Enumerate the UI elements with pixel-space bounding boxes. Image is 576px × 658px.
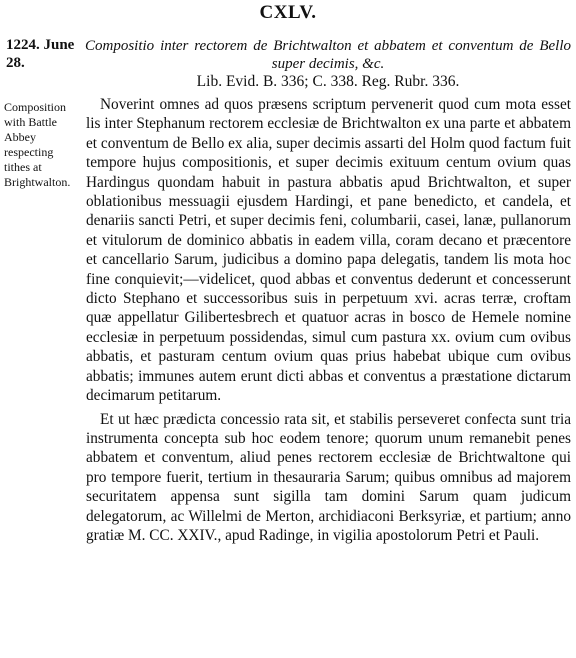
charter-number: CXLV. — [259, 2, 317, 23]
source-references: Lib. Evid. B. 336; C. 338. Reg. Rubr. 336. — [196, 73, 460, 90]
charter-text — [86, 95, 571, 545]
margin-date: 1224. June 28. — [6, 37, 75, 71]
charter-title: Compositio inter rectorem de Brichtwalton et abbatem et conventum de Bello super decimis, &c. — [85, 38, 571, 72]
body-paragraph: Et ut hæc prædicta concessio rata sit, et stabilis perseveret confecta sunt tria instrumenta concepta sub hoc eodem tenore; quorum unum remanebit penes abbatem et conventum, aliud penes rectorem ecclesiæ de Brichtwaltone qui pro tempore fuerit, tertium in thesauraria Sarum; quibus omnibus ad majorem securitatem appensa sunt sigilla tam domini Sarum quam judicum delegatorum, ac Willelmi de Merton, archidiaconi Berksyriæ, et partium; anno gratiæ M. CC. XXIV., apud Radinge, in vigilia apostolorum Petri et Pauli. — [86, 410, 571, 544]
body-paragraph: Noverint omnes ad quos præsens scriptum pervenerit quod cum mota esset lis inter Stephanum rectorem ecclesiæ de Brichtwalton ex una parte et abbatem et conventum de Bello ex alia, super decimis assarti del Holm quod factum fuit tempore hujus compositionis, et super decimis exituum centum ovium quas Hardingus quondam habuit in pastura abbatis apud Brichtwalton, et super oblationibus messuagii ejusdem Hardingi, et pane benedicto, et candela, et denariis sancti Petri, et super decimis feni, columbarii, casei, lanæ, pullanorum et vitulorum de dominico abbatis in eadem villa, coram decano et præcentore et cancellario Sarum, judicibus a domino papa delegatis, tandem lis mota hoc fine conquievit;—videlicet, quod abbas et conventus dederunt et concesserunt dicto Stephano et successoribus suis in perpetuum xvi. acras terræ, croftam quæ appellatur Gilibertesbrech et quatuor acras in bosco de Hemele nomine ecclesiæ in perpetuum possidendas, simul cum pastura xx. ovium cum ovibus abbatis, et pasturam centum ovium quas prius habebat ubique cum ovibus abbatis; immunes autem erunt dicti abbas et conventus a præstatione dictarum decimarum petitarum. — [86, 96, 571, 405]
margin-note: Composition with Battle Abbey respecting tithes at Brightwalton. — [4, 100, 71, 189]
